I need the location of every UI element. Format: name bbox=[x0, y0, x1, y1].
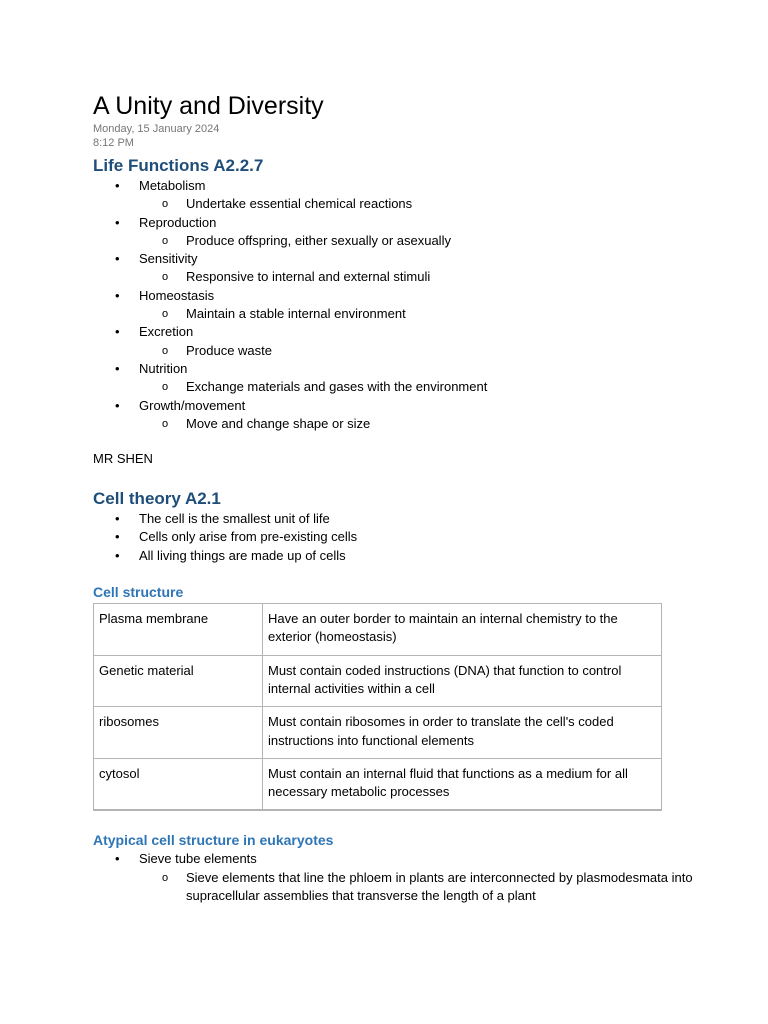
sub-list-item-text[interactable]: Produce offspring, either sexually or asexually bbox=[186, 232, 451, 248]
list-item-text[interactable]: The cell is the smallest unit of life bbox=[139, 511, 330, 527]
sub-list-item bbox=[139, 869, 693, 906]
bullet-icon: • bbox=[115, 547, 120, 563]
life-functions-heading: Life Functions A2.2.7 bbox=[93, 156, 264, 175]
atypical-list bbox=[93, 850, 693, 905]
list-item-text[interactable]: Sensitivity bbox=[139, 251, 198, 267]
list-item bbox=[93, 287, 693, 324]
structure-desc-cell[interactable]: Must contain coded instructions (DNA) that function to control internal activities within a cell bbox=[263, 655, 662, 707]
list-item-text[interactable]: Nutrition bbox=[139, 360, 188, 376]
note-text: MR SHEN bbox=[93, 451, 153, 467]
list-item-text[interactable]: All living things are made up of cells bbox=[139, 547, 346, 563]
sub-list-item bbox=[139, 378, 693, 396]
sub-list-item bbox=[139, 195, 693, 213]
structure-name-cell[interactable]: Plasma membrane bbox=[94, 604, 263, 656]
sub-list-item-text[interactable]: Sieve elements that line the phloem in plants are interconnected by plasmodesmata into supracellular assemblies that transverse the length of a plant bbox=[186, 869, 693, 904]
list-item-text[interactable]: Growth/movement bbox=[139, 397, 246, 413]
circle-bullet-icon: o bbox=[162, 198, 169, 211]
sub-list-item bbox=[139, 232, 693, 250]
list-item bbox=[93, 250, 693, 287]
circle-bullet-icon: o bbox=[162, 344, 169, 357]
list-item bbox=[93, 510, 693, 528]
list-item bbox=[93, 528, 693, 546]
list-item bbox=[93, 850, 693, 905]
list-item bbox=[93, 214, 693, 251]
page-time: 8:12 PM bbox=[93, 137, 134, 149]
life-functions-list bbox=[93, 177, 693, 433]
table-row bbox=[94, 655, 662, 707]
list-item bbox=[93, 360, 693, 397]
structure-name-cell[interactable]: ribosomes bbox=[94, 707, 263, 759]
structure-name-cell[interactable]: Genetic material bbox=[94, 655, 263, 707]
sub-list-item-text[interactable]: Responsive to internal and external stimuli bbox=[186, 269, 431, 285]
cell-structure-heading: Cell structure bbox=[93, 584, 184, 601]
sub-list-item-text[interactable]: Move and change shape or size bbox=[186, 415, 371, 431]
cell-theory-heading: Cell theory A2.1 bbox=[93, 489, 221, 509]
structure-desc-cell[interactable]: Have an outer border to maintain an internal chemistry to the exterior (homeostasis) bbox=[263, 604, 662, 656]
sub-list bbox=[139, 305, 693, 323]
page-title[interactable]: A Unity and Diversity bbox=[93, 92, 324, 120]
note-page bbox=[93, 90, 693, 905]
list-item bbox=[93, 323, 693, 360]
circle-bullet-icon: o bbox=[162, 381, 169, 394]
bullet-icon: • bbox=[115, 287, 120, 303]
circle-bullet-icon: o bbox=[162, 871, 169, 884]
cell-structure-table bbox=[93, 603, 662, 811]
sub-list bbox=[139, 195, 693, 213]
list-item-text[interactable]: Cells only arise from pre-existing cells bbox=[139, 529, 358, 545]
bullet-icon: • bbox=[115, 324, 120, 340]
atypical-heading: Atypical cell structure in eukaryotes bbox=[93, 832, 334, 849]
sub-list-item-text[interactable]: Undertake essential chemical reactions bbox=[186, 196, 413, 212]
bullet-icon: • bbox=[115, 178, 120, 193]
sub-list-item bbox=[139, 342, 693, 360]
circle-bullet-icon: o bbox=[162, 234, 169, 247]
circle-bullet-icon: o bbox=[162, 417, 169, 430]
table-row bbox=[94, 707, 662, 759]
bullet-icon: • bbox=[115, 529, 120, 545]
sub-list-item bbox=[139, 415, 693, 433]
structure-desc-cell[interactable]: Must contain ribosomes in order to translate the cell's coded instructions into functional elements bbox=[263, 707, 662, 759]
sub-list bbox=[139, 342, 693, 360]
bullet-icon: • bbox=[115, 214, 120, 230]
list-item-text[interactable]: Excretion bbox=[139, 324, 194, 340]
sub-list-item bbox=[139, 305, 693, 323]
sub-list bbox=[139, 378, 693, 396]
sub-list bbox=[139, 232, 693, 250]
sub-list-item-text[interactable]: Exchange materials and gases with the environment bbox=[186, 379, 488, 395]
bullet-icon: • bbox=[115, 397, 120, 413]
circle-bullet-icon: o bbox=[162, 308, 169, 321]
sub-list-item-text[interactable]: Produce waste bbox=[186, 342, 272, 358]
bullet-icon: • bbox=[115, 360, 120, 376]
bullet-icon: • bbox=[115, 511, 120, 527]
sub-list-item bbox=[139, 268, 693, 286]
sub-list bbox=[139, 415, 693, 433]
sub-list bbox=[139, 268, 693, 286]
circle-bullet-icon: o bbox=[162, 271, 169, 284]
bullet-icon: • bbox=[115, 851, 120, 867]
list-item bbox=[93, 177, 693, 214]
list-item bbox=[93, 397, 693, 434]
list-item-text[interactable]: Sieve tube elements bbox=[139, 851, 257, 867]
list-item-text[interactable]: Reproduction bbox=[139, 214, 217, 230]
list-item-text[interactable]: Metabolism bbox=[139, 178, 206, 193]
page-date: Monday, 15 January 2024 bbox=[93, 123, 220, 135]
table-row bbox=[94, 604, 662, 656]
bullet-icon: • bbox=[115, 251, 120, 267]
list-item-text[interactable]: Homeostasis bbox=[139, 287, 215, 303]
table-row bbox=[94, 758, 662, 810]
list-item bbox=[93, 547, 693, 565]
sub-list bbox=[139, 869, 693, 906]
structure-name-cell[interactable]: cytosol bbox=[94, 758, 263, 810]
structure-desc-cell[interactable]: Must contain an internal fluid that functions as a medium for all necessary metabolic processes bbox=[263, 758, 662, 810]
cell-theory-list bbox=[93, 510, 693, 565]
sub-list-item-text[interactable]: Maintain a stable internal environment bbox=[186, 306, 406, 322]
